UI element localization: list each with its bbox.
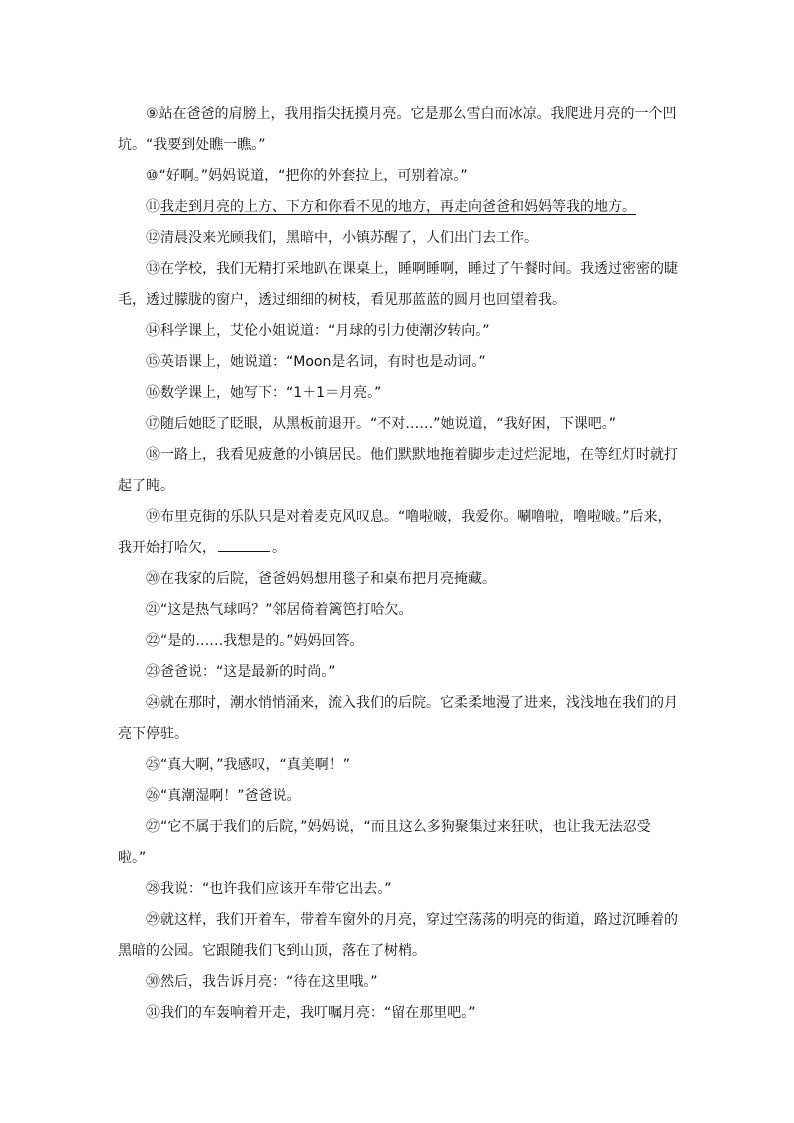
paragraph-number: ⑭ [146,323,160,339]
paragraph [118,998,678,1029]
paragraph-text: “好啊。”妈妈说道，“把你的外套拉上，可别着凉。” [158,168,468,184]
paragraph-text: “这是热气球吗？”邻居倚着篱笆打哈欠。 [160,602,413,618]
paragraph-text-end: 。 [272,540,286,556]
paragraph-text: 站在爸爸的肩膀上，我用指尖抚摸月亮。它是那么雪白而冰凉。我爬进月亮的一个凹坑。“我要到处瞧一瞧。” [118,106,677,153]
paragraph [118,223,678,254]
paragraph-text: “是的……我想是的。”妈妈回答。 [160,633,364,649]
paragraph-text: 清晨没来光顾我们，黑暗中，小镇苏醒了，人们出门去工作。 [160,230,538,246]
paragraph [118,905,678,967]
paragraph-number: ㉘ [146,881,160,897]
paragraph [118,626,678,657]
paragraph [118,99,678,161]
paragraph [118,192,678,223]
paragraph [118,316,678,347]
paragraph [118,967,678,998]
paragraph-text: 就在那时，潮水悄悄涌来，流入我们的后院。它柔柔地漫了进来，浅浅地在我们的月亮下停驻。 [118,695,678,742]
paragraph-number: ㉒ [146,633,160,649]
paragraph-number: ㉑ [146,602,160,618]
paragraph-text: 就这样，我们开着车，带着车窗外的月亮，穿过空荡荡的明亮的街道，路过沉睡着的黑暗的公园。它跟随我们飞到山顶，落在了树梢。 [118,912,678,959]
paragraph [118,657,678,688]
paragraph [118,564,678,595]
paragraph-text: 科学课上，艾伦小姐说道：“月球的引力使潮汐转向。” [160,323,490,339]
paragraph-text: 英语课上，她说道：“Moon是名词，有时也是动词。” [160,354,486,370]
paragraph-number: ⑮ [146,354,160,370]
paragraph-text: 我们的车轰响着开走，我叮嘱月亮：“留在那里吧。” [160,1005,476,1021]
paragraph [118,254,678,316]
paragraph-text: 在学校，我们无精打采地趴在课桌上，睡啊睡啊，睡过了午餐时间。我透过密密的睫毛，透过朦胧的窗户，透过细细的树枝，看见那蓝蓝的圆月也回望着我。 [118,261,678,308]
paragraph [118,781,678,812]
paragraph-text: 布里克街的乐队只是对着麦克风叹息。“噜啦啵，我爱你。唰噜啦，噜啦啵。”后来，我开始打哈欠， [118,509,672,556]
paragraph-number: ⑬ [146,261,160,277]
paragraph-text: 爸爸说：“这是最新的时尚。” [160,664,336,680]
paragraph-text: 一路上，我看见疲惫的小镇居民。他们默默地拖着脚步走过烂泥地，在等红灯时就打起了盹。 [118,447,678,494]
paragraph-number: ⑳ [146,571,160,587]
paragraph [118,688,678,750]
paragraph-number: ㉗ [146,819,160,835]
paragraph [118,874,678,905]
paragraph-number: ⑪ [146,199,160,215]
paragraph-text: 然后，我告诉月亮：“待在这里哦。” [160,974,378,990]
paragraph-text: “真潮湿啊！”爸爸说。 [160,788,301,804]
paragraph-number: ⑩ [146,168,159,184]
paragraph-number: ㉚ [146,974,160,990]
paragraph-number: ⑱ [146,447,160,463]
paragraph-number: ㉙ [146,912,160,928]
paragraph-number: ⑰ [146,416,160,432]
paragraph [118,347,678,378]
paragraph-number: ㉓ [146,664,160,680]
fill-in-blank [218,537,270,552]
paragraph-number: ㉕ [146,757,160,773]
paragraph-text: 我走到月亮的上方、下方和你看不见的地方，再走向爸爸和妈妈等我的地方。 [160,199,636,215]
paragraph-text: “它不属于我们的后院，”妈妈说，“而且这么多狗聚集过来狂吠，也让我无法忍受啦。” [118,819,651,866]
paragraph-number: ⑯ [146,385,160,401]
paragraph-text: 我说：“也许我们应该开车带它出去。” [160,881,392,897]
paragraph-number: ⑫ [146,230,160,246]
paragraph [118,409,678,440]
paragraph [118,378,678,409]
paragraph-number: ⑨ [146,106,159,122]
paragraph-number: ㉛ [146,1005,160,1021]
paragraph-text: 在我家的后院，爸爸妈妈想用毯子和桌布把月亮掩藏。 [160,571,496,587]
paragraph [118,161,678,192]
paragraph-text: 随后她眨了眨眼，从黑板前退开。“不对……”她说道，“我好困，下课吧。” [160,416,617,432]
paragraph-text: 数学课上，她写下：“1＋1＝月亮。” [160,385,382,401]
paragraph [118,750,678,781]
paragraph [118,595,678,626]
paragraph [118,812,678,874]
paragraph-number: ㉔ [146,695,160,711]
paragraph-number: ㉖ [146,788,160,804]
paragraph-text: “真大啊，”我感叹，“真美啊！” [160,757,351,773]
paragraph-number: ⑲ [146,509,160,525]
paragraph [118,440,678,502]
paragraph [118,502,678,564]
